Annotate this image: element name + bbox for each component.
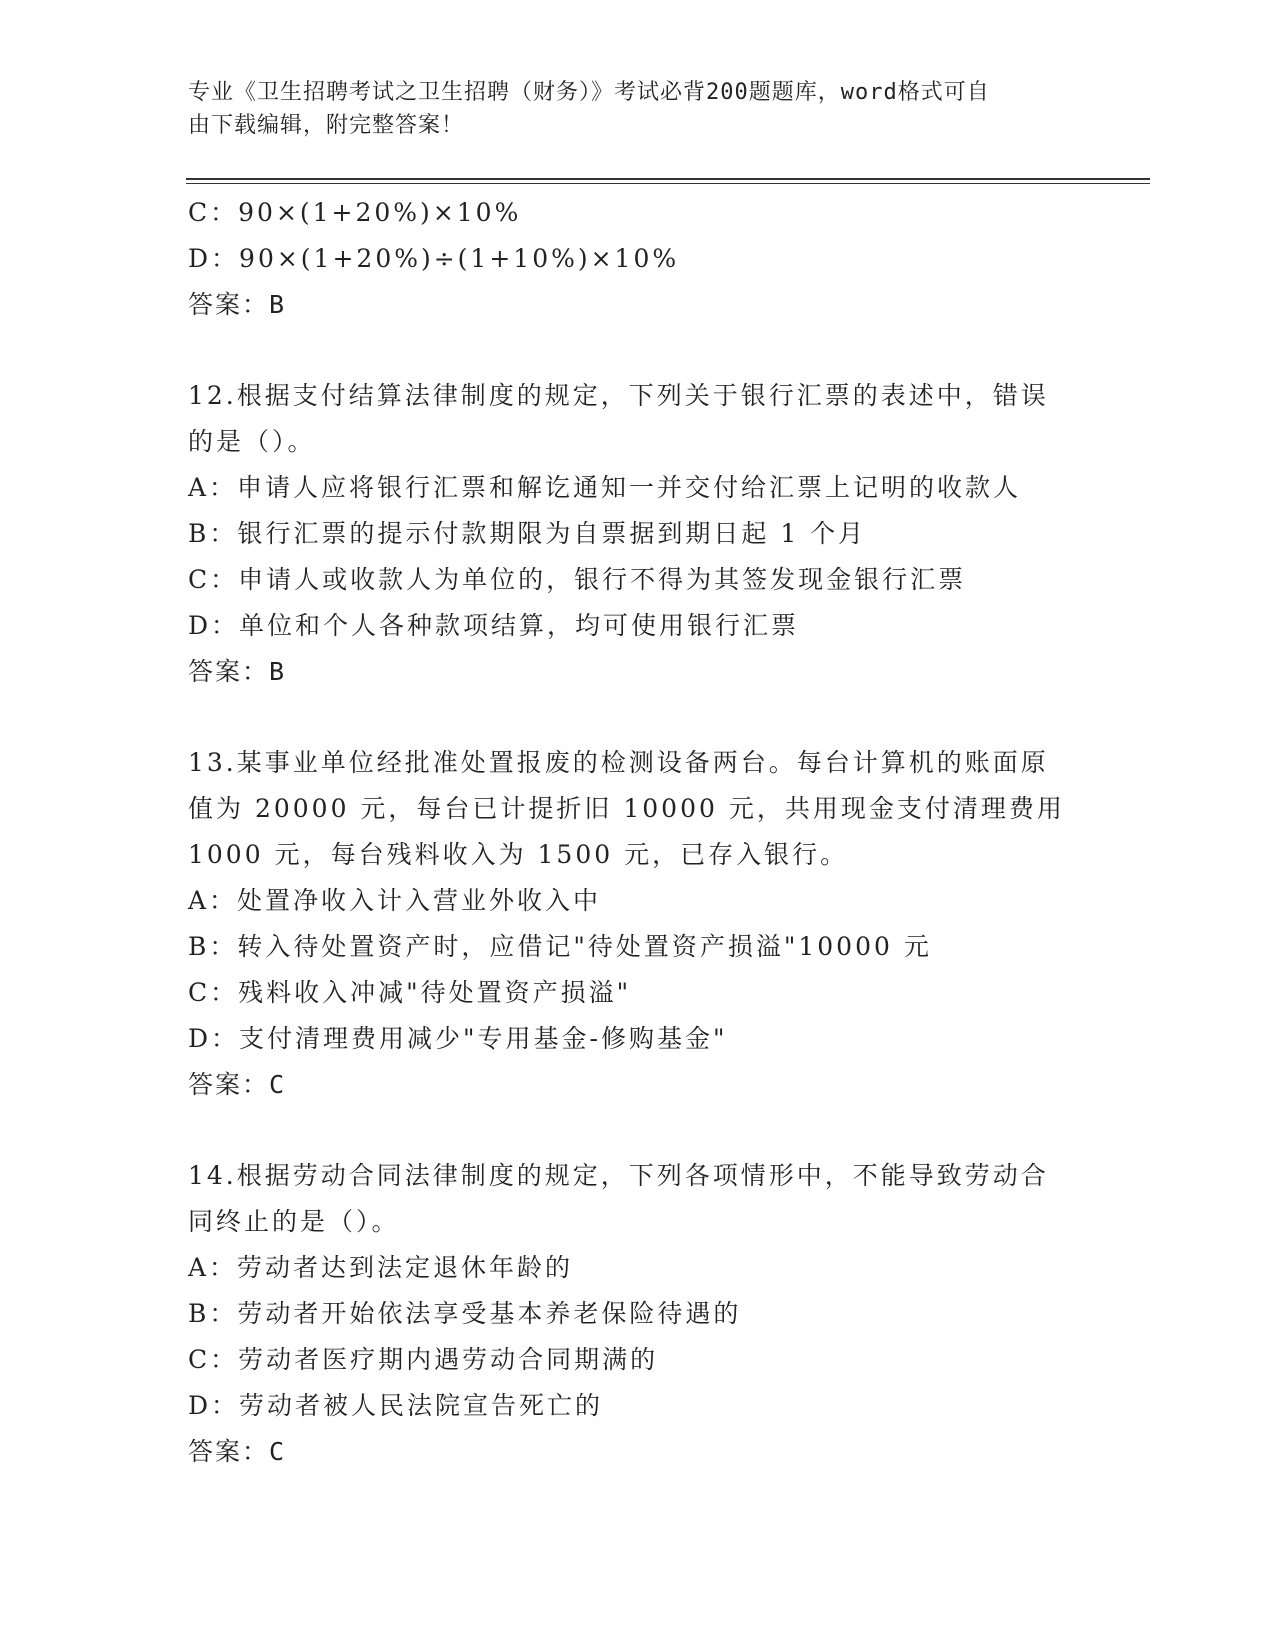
header-line: 由下载编辑，附完整答案！ [188,113,465,138]
option-c: C：90×(1+20%)×10% [188,198,522,227]
option-d: D：单位和个人各种款项结算，均可使用银行汇票 [188,611,800,640]
header-line: 专业《卫生招聘考试之卫生招聘（财务）》考试必背200题题库，word格式可自 [188,80,990,105]
question-stem: 同终止的是（）。 [188,1207,400,1236]
page-header [188,76,1068,142]
answer-line: 答案：C [188,1437,287,1466]
question-stem: 1000 元，每台残料收入为 1500 元，已存入银行。 [188,840,849,869]
option-a: A：劳动者达到法定退休年龄的 [188,1253,574,1282]
question-continuation [188,190,1088,328]
option-b: B：劳动者开始依法享受基本养老保险待遇的 [188,1299,742,1328]
option-c: C：申请人或收款人为单位的，银行不得为其签发现金银行汇票 [188,565,967,594]
option-c: C：残料收入冲减"待处置资产损溢" [188,978,632,1007]
header-divider-thin [186,183,1150,184]
option-b: B：银行汇票的提示付款期限为自票据到期日起 1 个月 [188,519,867,548]
option-d: D：90×(1+20%)÷(1+10%)×10% [188,244,680,273]
option-d: D：支付清理费用减少"专用基金-修购基金" [188,1024,728,1053]
question-12 [188,373,1088,695]
question-13 [188,740,1088,1108]
question-stem: 12.根据支付结算法律制度的规定，下列关于银行汇票的表述中，错误 [188,381,1049,410]
option-c: C：劳动者医疗期内遇劳动合同期满的 [188,1345,659,1374]
answer-line: 答案：B [188,657,287,686]
question-list [188,190,1088,1475]
question-14 [188,1153,1088,1475]
question-stem: 的是（）。 [188,427,316,456]
question-stem: 值为 20000 元，每台已计提折旧 10000 元，共用现金支付清理费用 [188,794,1065,823]
question-stem: 13.某事业单位经批准处置报废的检测设备两台。每台计算机的账面原 [188,748,1049,777]
answer-line: 答案：C [188,1070,287,1099]
option-d: D：劳动者被人民法院宣告死亡的 [188,1391,604,1420]
question-stem: 14.根据劳动合同法律制度的规定，下列各项情形中，不能导致劳动合 [188,1161,1049,1190]
answer-line: 答案：B [188,290,287,319]
option-b: B：转入待处置资产时，应借记"待处置资产损溢"10000 元 [188,932,932,961]
header-divider [186,178,1150,180]
option-a: A：处置净收入计入营业外收入中 [188,886,602,915]
option-a: A：申请人应将银行汇票和解讫通知一并交付给汇票上记明的收款人 [188,473,1022,502]
